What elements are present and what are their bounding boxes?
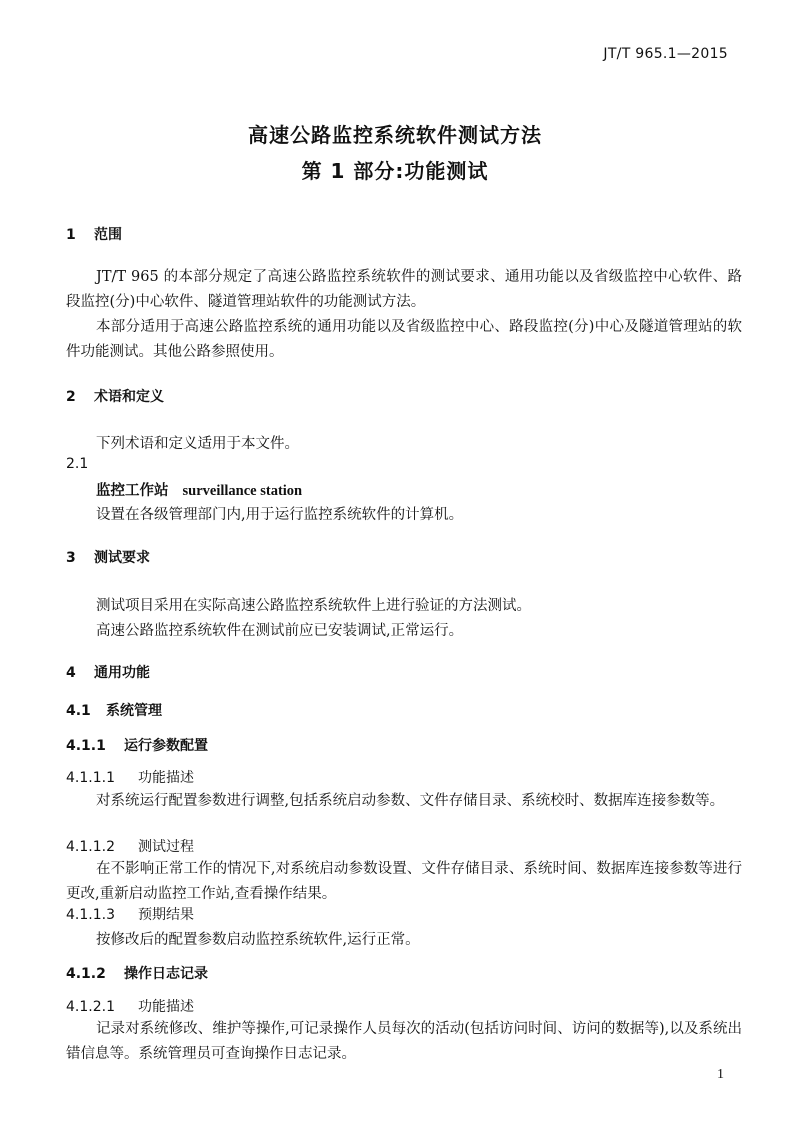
clause-title: 功能描述: [138, 770, 194, 786]
subsection-title: 操作日志记录: [124, 966, 208, 982]
subsection-heading-4-1: [66, 700, 162, 720]
paragraph: JT/T 965 的本部分规定了高速公路监控系统软件的测试要求、通用功能以及省级监控中心软件、路段监控(分)中心软件、隧道管理站软件的功能测试方法。: [66, 269, 742, 310]
section-heading-4: [66, 662, 150, 682]
clause-title: 功能描述: [138, 999, 194, 1015]
section-heading-2: [66, 386, 164, 406]
term-definition: 设置在各级管理部门内,用于运行监控系统软件的计算机。: [96, 507, 464, 523]
term-english: surveillance station: [182, 483, 303, 499]
clause-heading-4-1-1-3: [66, 904, 194, 924]
page-number: 1: [717, 1067, 724, 1082]
section-title: 术语和定义: [94, 389, 164, 405]
paragraph: 对系统运行配置参数进行调整,包括系统启动参数、文件存储目录、系统校时、数据库连接参数等。: [96, 793, 725, 809]
paragraph: 下列术语和定义适用于本文件。: [96, 436, 299, 452]
subsection-title: 系统管理: [106, 703, 162, 719]
clause-number: 4.1.2.1: [66, 999, 115, 1015]
section-number: 1: [66, 227, 76, 243]
section-title: 范围: [94, 227, 122, 243]
paragraph: 本部分适用于高速公路监控系统的通用功能以及省级监控中心、路段监控(分)中心及隧道管理站的软件功能测试。其他公路参照使用。: [66, 319, 742, 360]
document-title: 高速公路监控系统软件测试方法: [248, 123, 542, 147]
clause-title: 预期结果: [138, 907, 194, 923]
term-chinese: 监控工作站: [96, 482, 169, 499]
subsection-number: 4.1.1: [66, 738, 106, 754]
clause-heading-4-1-2-1: [66, 996, 194, 1016]
document-subtitle: 第 1 部分:功能测试: [301, 159, 489, 183]
section-number: 2: [66, 389, 76, 405]
section-title: 通用功能: [94, 665, 150, 681]
term-number: 2.1: [66, 456, 89, 472]
subsection-heading-4-1-2: [66, 963, 208, 983]
section-heading-1: [66, 224, 122, 244]
subsection-title: 运行参数配置: [124, 738, 208, 754]
paragraph: 按修改后的配置参数启动监控系统软件,运行正常。: [96, 932, 420, 948]
clause-number: 4.1.1.3: [66, 907, 115, 923]
standard-code: JT/T 965.1—2015: [603, 46, 728, 62]
clause-heading-4-1-1-1: [66, 767, 194, 787]
section-title: 测试要求: [94, 550, 150, 566]
clause-number: 4.1.1.1: [66, 770, 115, 786]
clause-number: 4.1.1.2: [66, 839, 115, 855]
section-number: 4: [66, 665, 76, 681]
term-entry: [96, 479, 302, 500]
paragraph: 测试项目采用在实际高速公路监控系统软件上进行验证的方法测试。: [96, 598, 531, 614]
subsection-number: 4.1.2: [66, 966, 106, 982]
paragraph: 高速公路监控系统软件在测试前应已安装调试,正常运行。: [96, 623, 464, 639]
clause-title: 测试过程: [138, 839, 194, 855]
paragraph: 记录对系统修改、维护等操作,可记录操作人员每次的活动(包括访问时间、访问的数据等),以及系统出错信息等。系统管理员可查询操作日志记录。: [66, 1021, 742, 1062]
section-number: 3: [66, 550, 76, 566]
section-heading-3: [66, 547, 150, 567]
subsection-number: 4.1: [66, 703, 91, 719]
paragraph: 在不影响正常工作的情况下,对系统启动参数设置、文件存储目录、系统时间、数据库连接参数等进行更改,重新启动监控工作站,查看操作结果。: [66, 861, 742, 902]
subsection-heading-4-1-1: [66, 735, 208, 755]
clause-heading-4-1-1-2: [66, 836, 194, 856]
